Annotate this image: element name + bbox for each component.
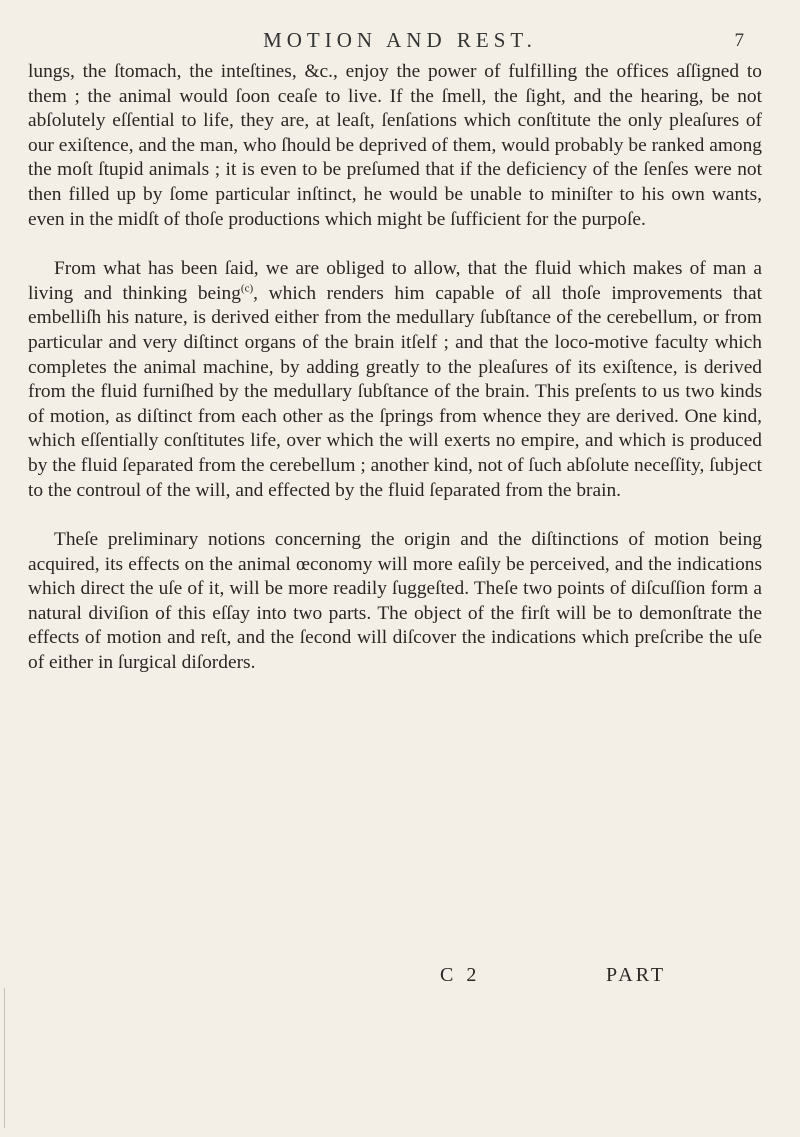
paragraph-2 — [28, 257, 762, 503]
paragraph-2-text-before-note: From what has been ſaid, we are obliged to allow, that the fluid which makes of man a living and thinking being — [28, 258, 762, 304]
margin-line — [4, 988, 5, 1128]
page-number: 7 — [734, 30, 744, 51]
running-head: MOTION AND REST. — [263, 28, 537, 52]
paragraph-1: lungs, the ſtomach, the inteſtines, &c., enjoy the power of fulfilling the offices aſſigned to them ; the animal would ſoon ceaſe to live. If the ſmell, the ſight, and the hearing, be not abſolutely eſſential to life, they are, at leaſt, ſenſations which conſtitute the only pleaſures of our exiſtence, and the man, who ſhould be deprived of them, would probably be ranked among the moſt ſtupid animals ; it is even to be preſumed that if the deficiency of the ſenſes were not then filled up by ſome particular inſtinct, he would be unable to miniſter to his own wants, even in the midſt of thoſe productions which might be ſufficient for the purpoſe. — [28, 61, 762, 230]
signature-mark: C 2 — [440, 964, 481, 986]
body-text — [28, 60, 762, 676]
footnote-marker: (c) — [240, 282, 254, 295]
catchword: PART — [606, 964, 667, 986]
paragraph-2-text-after-note: , which renders him capable of all thoſe improvements that embelliſh his nature, is derived either from the medullary ſubſtance of the cerebellum, or from particular and very diſtinct organs of the brain itſelf ; and that the loco-motive faculty which completes the animal machine, by adding greatly to the pleaſures of its exiſtence, is derived from the fluid furniſhed by the medullary ſubſtance of the brain. This preſents to us two kinds of motion, as diſtinct from each other as the ſprings from whence they are derived. One kind, which eſſentially conſtitutes life, over which the will exerts no empire, and which is produced by the fluid ſeparated from the cerebellum ; another kind, not of ſuch abſolute neceſſity, ſubject to the controul of the will, and effected by the fluid ſeparated from the brain. — [28, 282, 762, 501]
paragraph-3: Theſe preliminary notions concerning the origin and the diſtinctions of motion being acquired, its effects on the animal œconomy will more eaſily be perceived, and the indications which direct the uſe of it, will be more readily ſuggeſted. Theſe two points of diſcuſſion form a natural diviſion of this eſſay into two parts. The object of the firſt will be to demonſtrate the effects of motion and reſt, and the ſecond will diſcover the indications which preſcribe the uſe of either in ſurgical diſorders. — [28, 529, 762, 674]
page-footer — [0, 964, 800, 994]
